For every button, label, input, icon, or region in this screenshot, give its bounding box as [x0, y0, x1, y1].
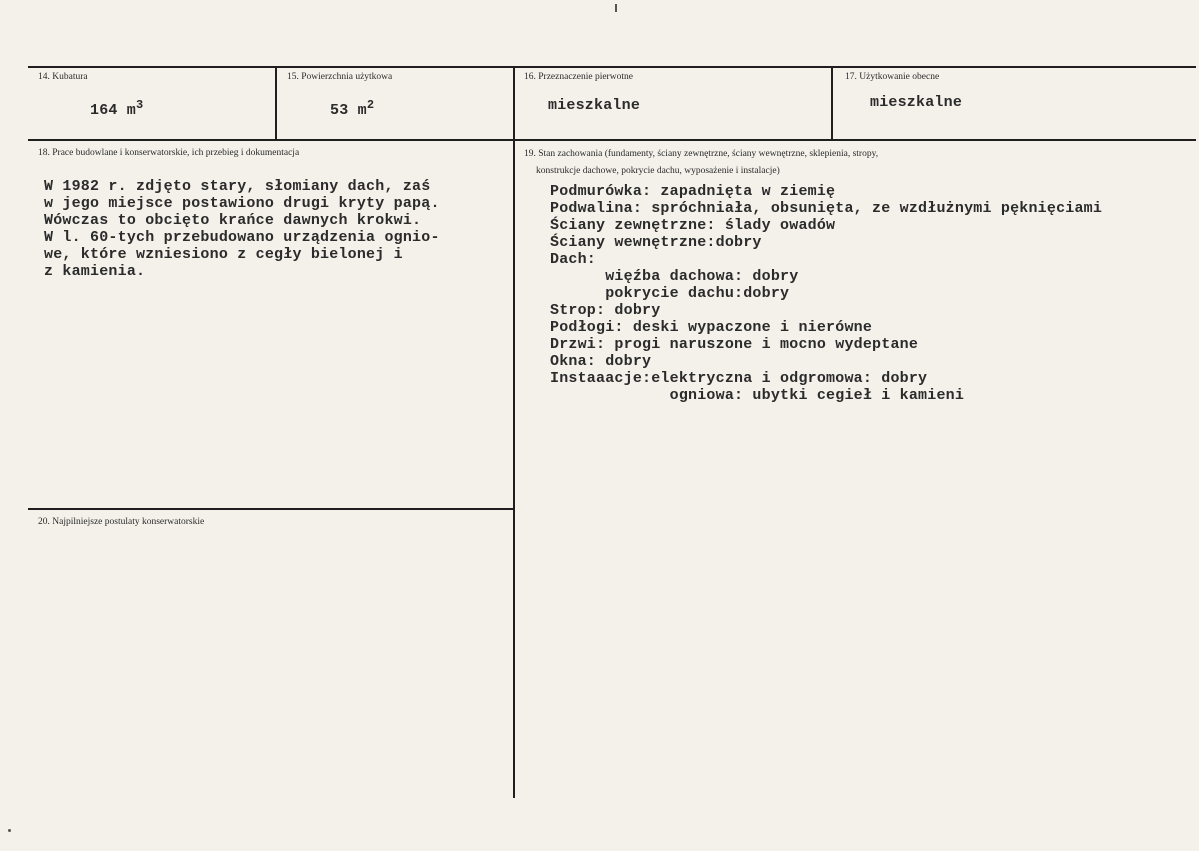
- field-19-line: ogniowa: ubytki cegieł i kamieni: [550, 387, 965, 404]
- field-16-label: 16. Przeznaczenie pierwotne: [524, 72, 633, 82]
- field-19-line: Ściany zewnętrzne: ślady owadów: [550, 217, 836, 234]
- field-15-number: 53 m: [330, 102, 367, 119]
- field-14-label: 14. Kubatura: [38, 72, 88, 82]
- field-17-value: mieszkalne: [870, 94, 963, 111]
- field-18-line: we, które wzniesiono z cegły bielonej i: [44, 246, 403, 263]
- field-19-label-line2: konstrukcje dachowe, pokrycie dachu, wyposażenie i instalacje): [536, 166, 780, 176]
- top-rule: [28, 66, 1196, 68]
- field-15-exponent: 2: [366, 98, 375, 112]
- field-18-label: 18. Prace budowlane i konserwatorskie, ich przebieg i dokumentacja: [38, 148, 300, 158]
- field-19-line: pokrycie dachu:dobry: [550, 285, 790, 302]
- field-19-line: Strop: dobry: [550, 302, 661, 319]
- field-19-line: Podwalina: spróchniała, obsunięta, ze wzdłużnymi pęknięciami: [550, 200, 1103, 217]
- field-16-value: mieszkalne: [548, 97, 641, 114]
- field-19-label-line1: 19. Stan zachowania (fundamenty, ściany zewnętrzne, ściany wewnętrzne, sklepienia, stropy,: [524, 149, 879, 159]
- field-19-line: Dach:: [550, 251, 597, 268]
- field-19-line: Okna: dobry: [550, 353, 652, 370]
- col-divider-2: [513, 66, 515, 798]
- field-19-line: więźba dachowa: dobry: [550, 268, 799, 285]
- corner-dot: [8, 829, 11, 832]
- field-14-number: 164 m: [90, 102, 137, 119]
- row-divider-1: [28, 139, 1196, 141]
- col-divider-1: [275, 66, 277, 140]
- field-20-label: 20. Najpilniejsze postulaty konserwatorskie: [38, 517, 205, 527]
- field-14-value: [90, 98, 144, 119]
- field-17-label: 17. Użytkowanie obecne: [845, 72, 940, 82]
- field-19-line: Drzwi: progi naruszone i mocno wydeptane: [550, 336, 919, 353]
- field-18-line: z kamienia.: [44, 263, 146, 280]
- field-14-exponent: 3: [136, 98, 144, 112]
- field-19-line: Podłogi: deski wypaczone i nierówne: [550, 319, 873, 336]
- field-19-line: Ściany wewnętrzne:dobry: [550, 234, 762, 251]
- field-19-line: Podmurówka: zapadnięta w ziemię: [550, 183, 836, 200]
- col-divider-3: [831, 66, 833, 140]
- field-15-value: [330, 98, 375, 119]
- field-18-text: [44, 178, 440, 280]
- field-18-line: w jego miejsce postawiono drugi kryty papą.: [44, 195, 440, 212]
- field-19-text: [550, 183, 1102, 404]
- row-divider-2: [28, 508, 513, 510]
- field-18-line: Wówczas to obcięto krańce dawnych krokwi.: [44, 212, 422, 229]
- field-19-line: Instaaacje:elektryczna i odgromowa: dobry: [550, 370, 928, 387]
- field-18-line: W l. 60-tych przebudowano urządzenia ognio-: [44, 229, 440, 246]
- punch-mark: [615, 4, 617, 12]
- field-15-label: 15. Powierzchnia użytkowa: [287, 72, 393, 82]
- field-18-line: W 1982 r. zdjęto stary, słomiany dach, zaś: [44, 178, 431, 195]
